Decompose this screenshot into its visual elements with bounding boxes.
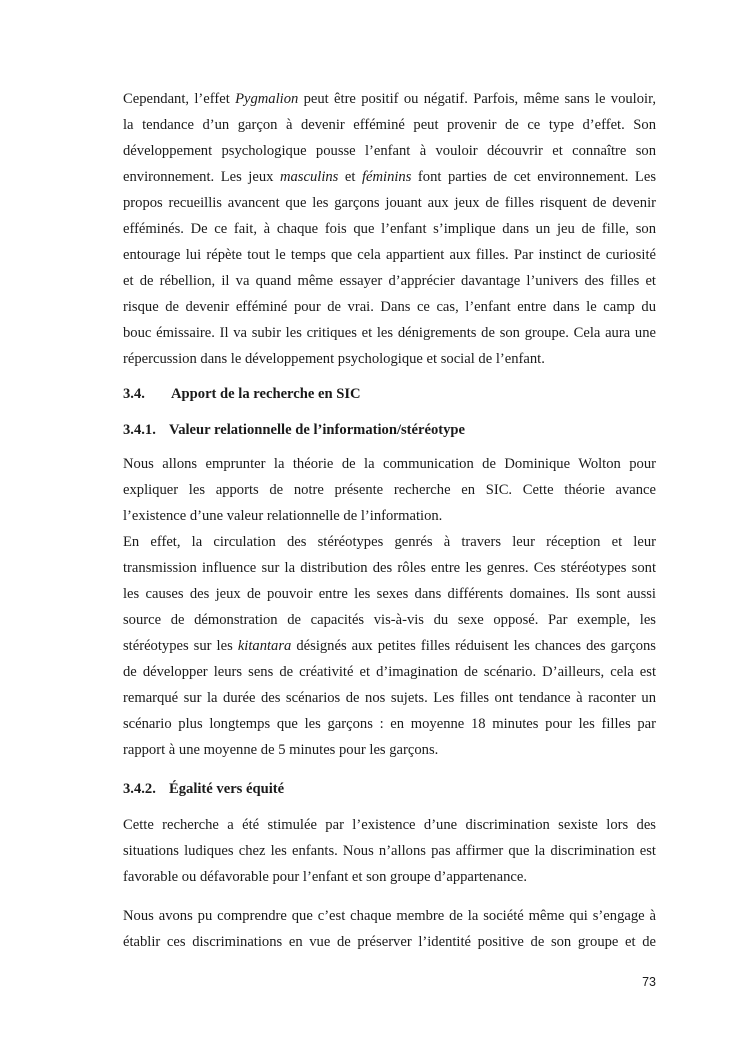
text-line: la tendance d’un garçon à devenir efféminé peut provenir de ce type d’effet. Son [123, 117, 656, 133]
text-line: transmission influence sur la distribution des rôles entre les genres. Ces stéréotypes sont [123, 560, 656, 576]
text-line: source de démonstration de capacités vis-à-vis du sexe opposé. Par exemple, les [123, 612, 656, 628]
text-line: les causes des jeux de pouvoir entre les sexes dans différents domaines. Ils sont aussi [123, 586, 656, 602]
text-line: de développer leurs sens de créativité et d’imagination de scénario. D’ailleurs, cela est [123, 664, 656, 680]
italic-term: féminins [361, 169, 412, 185]
text-line: Nous allons emprunter la théorie de la communication de Dominique Wolton pour [123, 456, 656, 472]
section-number: 3.4.1. [123, 422, 156, 438]
text-line: entourage lui répète tout le temps que cela appartient aux filles. Par instinct de curiosité [123, 247, 656, 263]
page-number: 73 [642, 975, 656, 989]
text-line: En effet, la circulation des stéréotypes genrés à travers leur réception et leur [123, 534, 656, 550]
text-line: Nous avons pu comprendre que c’est chaque membre de la société même qui s’engage à [123, 908, 656, 924]
text-line: établir ces discriminations en vue de préserver l’identité positive de son groupe et de [123, 934, 656, 950]
text-line: favorable ou défavorable pour l’enfant et son groupe d’appartenance. [123, 869, 527, 885]
section-heading-3-4 [123, 384, 361, 404]
section-title: Égalité vers équité [169, 781, 285, 797]
text-line: expliquer les apports de notre présente recherche en SIC. Cette théorie avance [123, 482, 656, 498]
text-line: scénario plus longtemps que les garçons : en moyenne 18 minutes pour les filles par [123, 716, 656, 732]
paragraph-discrimination [123, 812, 656, 890]
paragraph-wolton [123, 451, 656, 763]
text-line: stéréotypes sur les kitantara désignés aux petites filles réduisent les chances des garçons [123, 638, 656, 654]
text-line: et de rébellion, il va quand même essayer d’apprécier davantage l’univers des filles et [123, 273, 656, 289]
italic-term: Pygmalion [235, 91, 299, 107]
text-line: Cependant, l’effet Pygmalion peut être positif ou négatif. Parfois, même sans le vouloir, [123, 91, 656, 107]
text-line: Cette recherche a été stimulée par l’existence d’une discrimination sexiste lors des [123, 817, 656, 833]
text-line: l’existence d’une valeur relationnelle de l’information. [123, 508, 443, 524]
section-title: Valeur relationnelle de l’information/stéréotype [169, 422, 466, 438]
section-heading-3-4-2 [123, 779, 284, 799]
section-number: 3.4.2. [123, 781, 156, 797]
italic-term: masculins [279, 169, 339, 185]
section-heading-3-4-1 [123, 420, 465, 440]
text-line: répercussion dans le développement psychologique et social de l’enfant. [123, 351, 545, 367]
text-line: bouc émissaire. Il va subir les critiques et les dénigrements de son groupe. Cela aura une [123, 325, 656, 341]
text-line: risque de devenir efféminé pour de vrai. Dans ce cas, l’enfant entre dans le camp du [123, 299, 656, 315]
text-line: situations ludiques chez les enfants. Nous n’allons pas affirmer que la discrimination est [123, 843, 656, 859]
text-line: développement psychologique pousse l’enfant à vouloir découvrir et connaître son [123, 143, 656, 159]
text-line: propos recueillis avancent que les garçons jouant aux jeux de filles risquent de devenir [123, 195, 656, 211]
italic-term: kitantara [237, 638, 292, 654]
section-number: 3.4. [123, 386, 145, 402]
text-line: rapport à une moyenne de 5 minutes pour les garçons. [123, 742, 439, 758]
text-line: efféminés. De ce fait, à chaque fois que l’enfant s’implique dans un jeu de fille, son [123, 221, 656, 237]
paragraph-pygmalion [123, 86, 656, 372]
text-line: remarqué sur la durée des scénarios de nos sujets. Les filles ont tendance à raconter un [123, 690, 656, 706]
section-title: Apport de la recherche en SIC [171, 386, 361, 402]
paragraph-society [123, 903, 656, 955]
text-line: environnement. Les jeux masculins et féminins font parties de cet environnement. Les [123, 169, 656, 185]
